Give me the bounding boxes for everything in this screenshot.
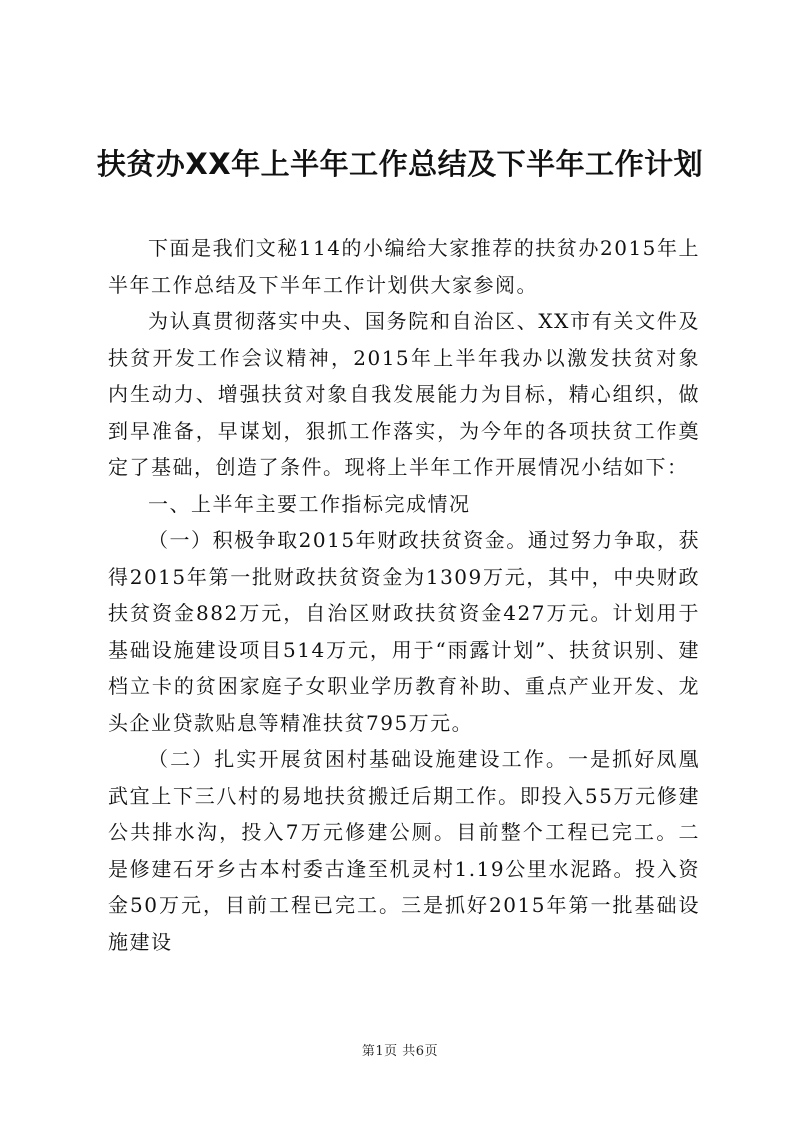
- section-heading: 一、上半年主要工作指标完成情况: [148, 491, 471, 516]
- document-body: [108, 230, 700, 960]
- funding-paragraph: （一）积极争取2015年财政扶贫资金。通过努力争取，获得2015年第一批财政扶贫资金为1309万元，其中，中央财政扶贫资金882万元，自治区财政扶贫资金427万元。计划用于基础设施建设项目514万元，用于“雨露计划”、扶贫识别、建档立卡的贫困家庭子女职业学历教育补助、重点产业开发、龙头企业贷款贴息等精准扶贫795万元。: [108, 528, 700, 735]
- background-paragraph: 为认真贯彻落实中央、国务院和自治区、XX市有关文件及扶贫开发工作会议精神，2015年上半年我办以激发扶贫对象内生动力、增强扶贫对象自我发展能力为目标，精心组织，做到早准备，早谋划，狠抓工作落实，为今年的各项扶贫工作奠定了基础，创造了条件。现将上半年工作开展情况小结如下：: [108, 309, 700, 479]
- page-number: 第1页 共6页: [361, 1044, 439, 1059]
- intro-paragraph: 下面是我们文秘114的小编给大家推荐的扶贫办2015年上半年工作总结及下半年工作计划供大家参阅。: [108, 236, 700, 297]
- document-title: 扶贫办XX年上半年工作总结及下半年工作计划: [96, 147, 704, 181]
- infrastructure-paragraph: （二）扎实开展贫困村基础设施建设工作。一是抓好凤凰武宜上下三八村的易地扶贫搬迁后期工作。即投入55万元修建公共排水沟，投入7万元修建公厕。目前整个工程已完工。二是修建石牙乡古本村委古逢至机灵村1.19公里水泥路。投入资金50万元，目前工程已完工。三是抓好2015年第一批基础设施建设: [108, 747, 700, 954]
